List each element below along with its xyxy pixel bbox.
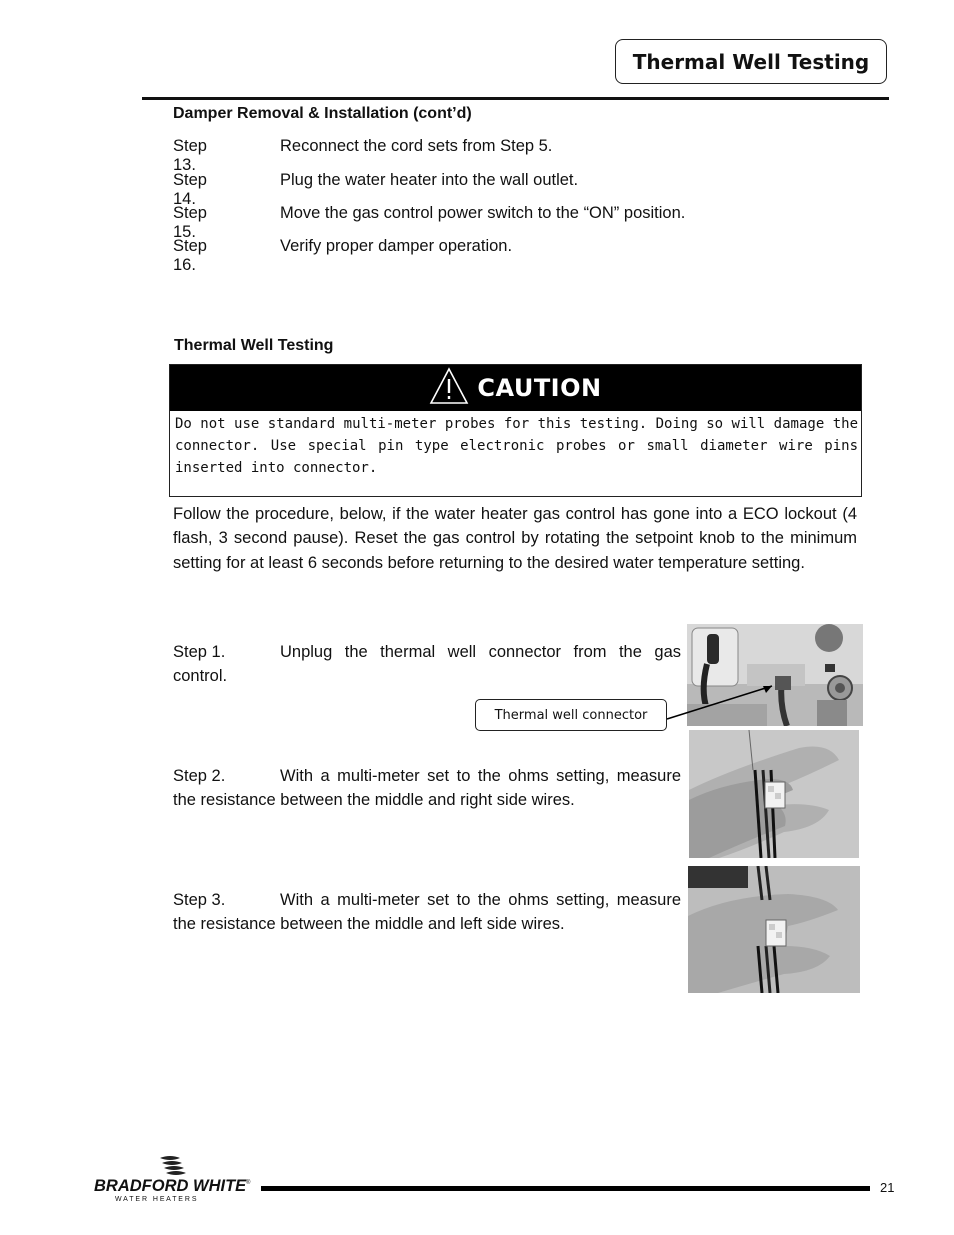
caution-text: Do not use standard multi-meter probes for this testing. Doing so will damage the connector. Use special pin type electronic probes or small diameter wire pins inserted into connector. (175, 416, 858, 476)
logo-registered-mark: ® (246, 1180, 251, 1186)
page-section-title: Thermal Well Testing (615, 39, 887, 84)
bradford-white-logo (94, 1154, 256, 1204)
step-number: Step 15. (173, 204, 207, 241)
damper-section-heading: Damper Removal & Installation (cont’d) (173, 105, 472, 122)
step-number: Step 14. (173, 171, 207, 208)
step-number: Step 13. (173, 137, 207, 174)
callout-leader-line (660, 680, 780, 730)
step-number: Step 2. (173, 767, 226, 785)
step-text: Move the gas control power switch to the “ON” position. (280, 204, 686, 222)
logo-subtitle-text: W A T E R H E A T E R S (115, 1196, 197, 1203)
step-text: With a multi-meter set to the ohms setting, measure the resistance between the middle and right side wires. (173, 767, 681, 809)
caution-header (170, 365, 861, 411)
step-text: Unplug the thermal well connector from the gas control. (173, 643, 681, 685)
page-number: 21 (880, 1180, 895, 1195)
footer-rule (261, 1186, 870, 1191)
step-text: Reconnect the cord sets from Step 5. (280, 137, 553, 155)
thermal-well-connector-callout: Thermal well connector (475, 699, 667, 731)
thermal-step-2 (173, 764, 681, 812)
warning-triangle-icon (429, 367, 469, 410)
step-number: Step 1. (173, 643, 226, 661)
step-text: Verify proper damper operation. (280, 237, 513, 255)
procedure-intro: Follow the procedure, below, if the water heater gas control has gone into a ECO lockout (4 flash, 3 second pause). Reset the gas control by rotating the setpoint knob to the minimum setting for at least 6 seconds before returning to the desired water temperature setting. (173, 505, 857, 572)
connector-hand-photo-left (688, 866, 860, 993)
connector-hand-photo-right (689, 730, 859, 858)
thermal-well-heading: Thermal Well Testing (174, 337, 334, 354)
step-number: Step 16. (173, 237, 207, 274)
step-text: With a multi-meter set to the ohms setting, measure the resistance between the middle and left side wires. (173, 891, 681, 933)
thermal-step-1 (173, 640, 681, 688)
thermal-step-3 (173, 888, 681, 936)
step-text: Plug the water heater into the wall outlet. (280, 171, 579, 189)
header-rule (142, 97, 889, 100)
caution-box (169, 364, 862, 497)
caution-title: CAUTION (477, 374, 602, 402)
step-number: Step 3. (173, 891, 226, 909)
logo-brand-text: BRADFORD WHITE (94, 1177, 247, 1195)
